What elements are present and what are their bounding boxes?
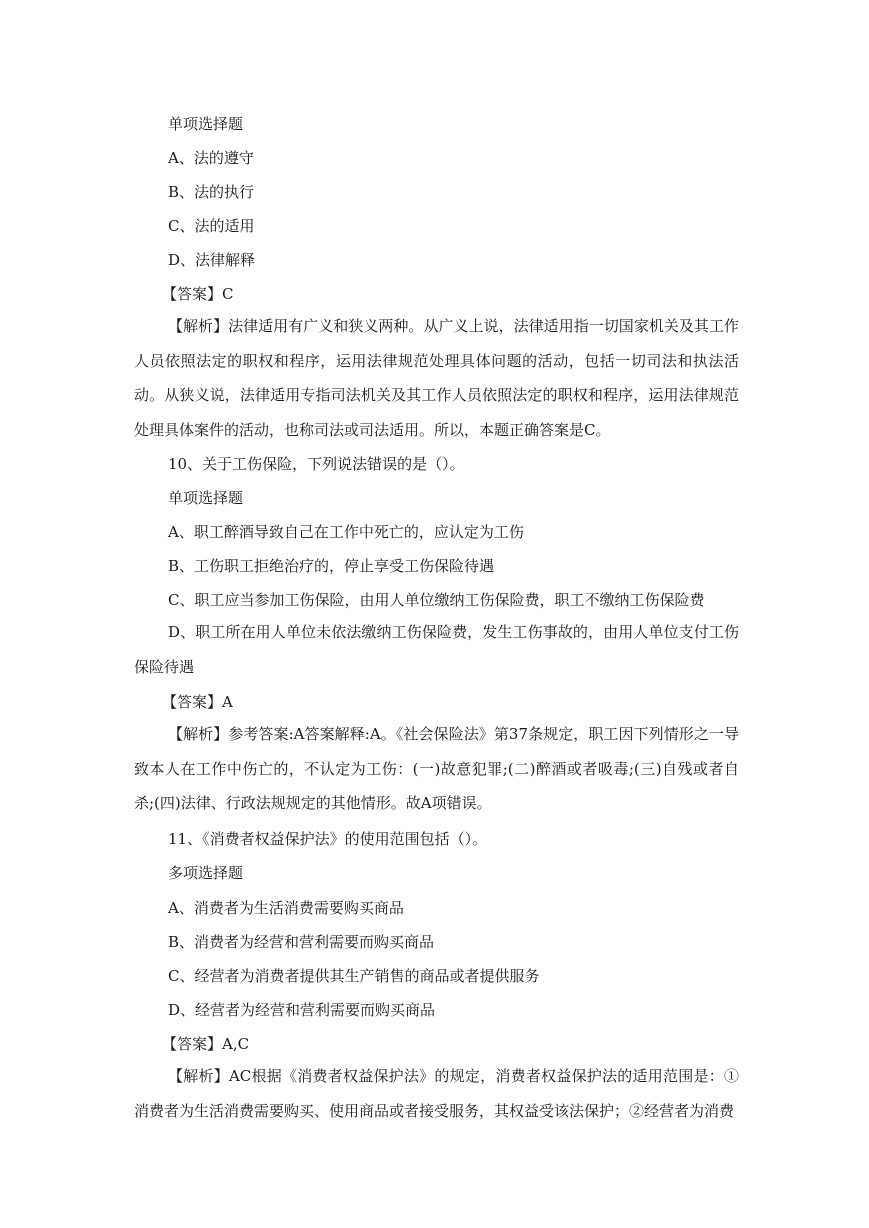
option-a: A、法的遵守 [168, 149, 254, 167]
option-c: C、职工应当参加工伤保险，由用人单位缴纳工伤保险费，职工不缴纳工伤保险费 [168, 591, 705, 609]
option-d: D、经营者为经营和营利需要而购买商品 [168, 1001, 436, 1019]
option-a: A、职工醉酒导致自己在工作中死亡的，应认定为工伤 [168, 523, 524, 541]
question-stem: 10、关于工伤保险，下列说法错误的是（）。 [168, 455, 465, 473]
answer: 【答案】A,C [162, 1035, 250, 1053]
question-type: 单项选择题 [168, 489, 244, 507]
option-c: C、法的适用 [168, 217, 255, 235]
option-a: A、消费者为生活消费需要购买商品 [168, 899, 404, 917]
analysis: 【解析】参考答案:A答案解释:A。《社会保险法》第37条规定，职工因下列情形之一导致本人在工作中伤亡的，不认定为工伤：(一)故意犯罪;(二)醉酒或者吸毒;(三)自残或者自杀;(四)法律、行政法规规定的其他情形。故A项错误。 [134, 725, 739, 813]
analysis: 【解析】AC根据《消费者权益保护法》的规定，消费者权益保护法的适用范围是：①消费者为生活消费需要购买、使用商品或者接受服务，其权益受该法保护；②经营者为消费 [134, 1067, 739, 1120]
question-type: 多项选择题 [168, 864, 244, 882]
answer: 【答案】C [162, 285, 234, 303]
question-stem: 11、《消费者权益保护法》的使用范围包括（）。 [168, 830, 488, 848]
option-b: B、法的执行 [168, 183, 255, 201]
option-d: D、法律解释 [168, 251, 256, 269]
question-type: 单项选择题 [168, 115, 244, 133]
answer: 【答案】A [162, 693, 233, 711]
option-d: D、职工所在用人单位未依法缴纳工伤保险费，发生工伤事故的，由用人单位支付工伤保险待遇 [134, 623, 739, 676]
analysis: 【解析】法律适用有广义和狭义两种。从广义上说，法律适用指一切国家机关及其工作人员依照法定的职权和程序，运用法律规范处理具体问题的活动，包括一切司法和执法活动。从狭义说，法律适用专指司法机关及其工作人员依照法定的职权和程序，运用法律规范处理具体案件的活动，也称司法或司法适用。所以，本题正确答案是C。 [134, 317, 739, 439]
option-b: B、消费者为经营和营利需要而购买商品 [168, 933, 435, 951]
option-c: C、经营者为消费者提供其生产销售的商品或者提供服务 [168, 967, 540, 985]
option-b: B、工伤职工拒绝治疗的，停止享受工伤保险待遇 [168, 557, 495, 575]
